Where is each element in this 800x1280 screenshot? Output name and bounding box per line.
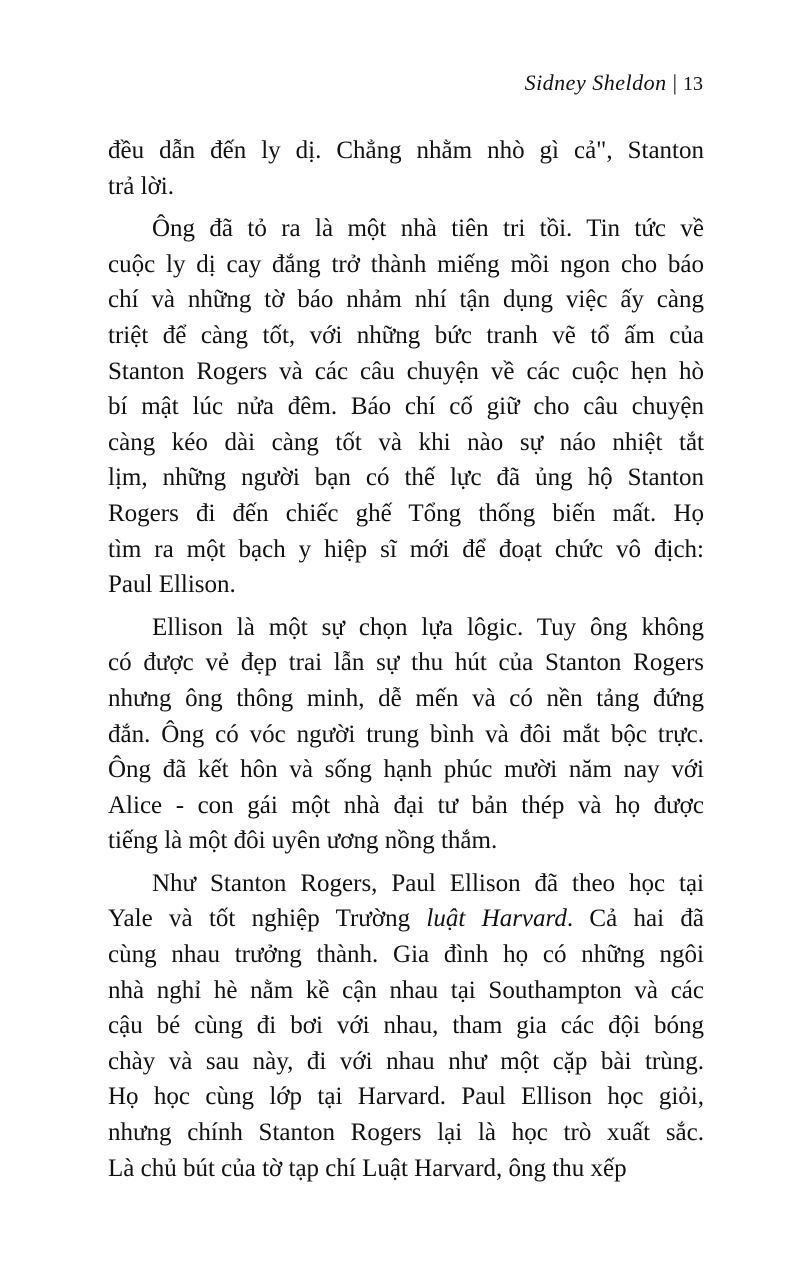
running-header [525, 70, 703, 96]
text-line: trả lời. [108, 172, 174, 200]
text-line: triệt để càng tốt, với những bức tranh vẽ tổ ấm của [108, 321, 704, 349]
header-author: Sidney Sheldon [524, 70, 667, 95]
text-line: đắn. Ông có vóc người trung bình và đôi mắt bộc trực. [108, 720, 704, 748]
text-line: cùng nhau trưởng thành. Gia đình họ có những ngôi [108, 941, 704, 969]
italic-text: luật Harvard [426, 905, 567, 933]
paragraph [108, 866, 704, 1186]
text-line: tìm ra một bạch y hiệp sĩ mới để đoạt chức vô địch: [108, 535, 704, 563]
text-line: Như Stanton Rogers, Paul Ellison đã theo học tại [152, 869, 704, 897]
text-line: Stanton Rogers và các câu chuyện về các cuộc hẹn hò [108, 357, 704, 385]
text-line [108, 901, 704, 937]
text-line: nhưng ông thông minh, dễ mến và có nền tảng đứng [108, 684, 704, 712]
text-line: Ellison là một sự chọn lựa lôgic. Tuy ông không [152, 613, 704, 641]
text-run: . Cả hai đã [566, 905, 704, 933]
text-line: bí mật lúc nửa đêm. Báo chí cố giữ cho câu chuyện [108, 393, 704, 421]
text-line: Rogers đi đến chiếc ghế Tổng thống biến mất. Họ [108, 499, 704, 527]
text-line: đều dẫn đến ly dị. Chẳng nhằm nhò gì cả", Stanton [108, 137, 704, 164]
text-line: cậu bé cùng đi bơi với nhau, tham gia các đội bóng [108, 1012, 704, 1040]
text-line: Ông đã tỏ ra là một nhà tiên tri tồi. Tin tức về [152, 215, 704, 243]
header-separator: | [672, 70, 677, 95]
text-run: Yale và tốt nghiệp Trường [108, 905, 427, 933]
text-line: Là chủ bút của tờ tạp chí Luật Harvard, ông thu xếp [108, 1154, 627, 1182]
page-body-text [108, 133, 704, 1193]
text-line: chày và sau này, đi với nhau như một cặp bài trùng. [108, 1047, 704, 1075]
page-number: 13 [683, 73, 703, 95]
paragraph [108, 133, 704, 204]
text-line: lịm, những người bạn có thế lực đã ủng hộ Stanton [108, 464, 704, 492]
text-line: Họ học cùng lớp tại Harvard. Paul Ellison học giỏi, [108, 1083, 704, 1111]
text-line: Ông đã kết hôn và sống hạnh phúc mười năm nay với [108, 756, 704, 784]
text-line: tiếng là một đôi uyên ương nồng thắm. [108, 827, 498, 855]
text-line: Paul Ellison. [108, 571, 236, 599]
text-line: cuộc ly dị cay đắng trở thành miếng mồi ngon cho báo [108, 250, 704, 278]
text-line: chí và những tờ báo nhảm nhí tận dụng việc ấy càng [108, 286, 704, 314]
text-line: nhà nghỉ hè nằm kề cận nhau tại Southampton và các [108, 976, 704, 1004]
paragraph [108, 211, 704, 603]
text-line: càng kéo dài càng tốt và khi nào sự náo nhiệt tắt [108, 428, 704, 456]
paragraph [108, 610, 704, 859]
text-line: có được vẻ đẹp trai lẫn sự thu hút của Stanton Rogers [108, 649, 704, 677]
text-line: nhưng chính Stanton Rogers lại là học trò xuất sắc. [108, 1119, 704, 1147]
text-line: Alice - con gái một nhà đại tư bản thép và họ được [108, 791, 704, 819]
